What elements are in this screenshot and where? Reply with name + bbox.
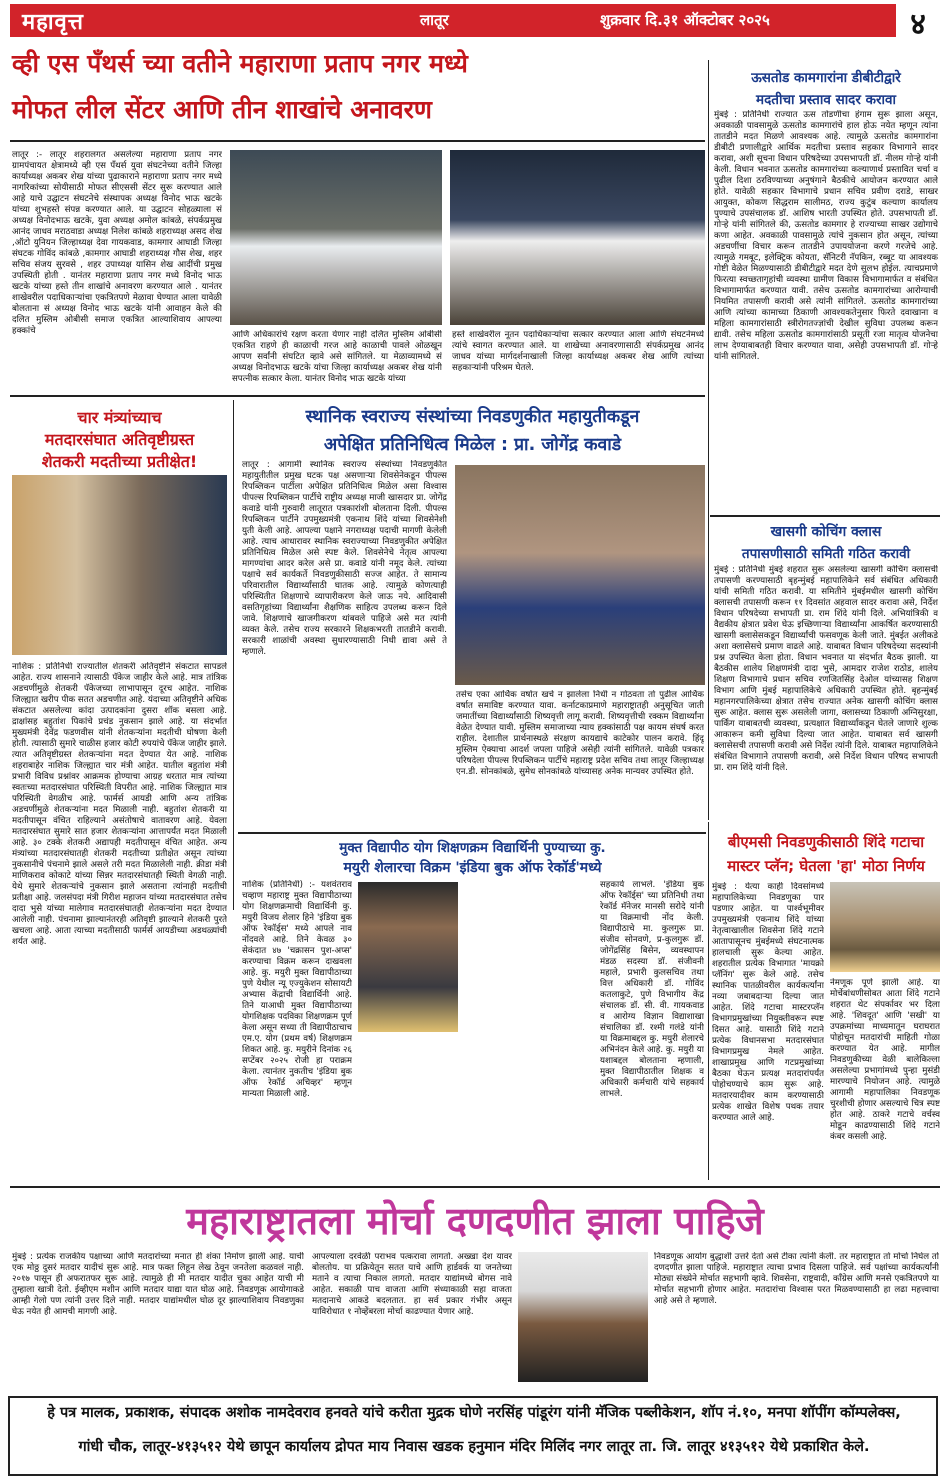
- sthanik-column-2: तसेच एका आर्थिक वर्षात खर्च न झालेला निधी न गोठवता तो पुढील आर्थिक वर्षात समाविष्ट करण्यात यावा. कर्नाटकाप्रमाणे महाराष्ट्रातही अनुसूचित जाती जमातींच्या विद्यार्थ्यांसाठी शिष्यवृत्ती लागू करावी. शिष्यवृत्तीची रक्कम विद्यार्थ्यांना वेळेत देण्यात यावी. मुस्लिम समाजाच्या न्याय हक्कांसाठी पक्ष कायम संघर्ष करत राहील. देशातील प्रार्थनास्थळे संरक्षण कायद्याचे काटेकोर पालन करावे. हिंदू मुस्लिम ऐक्याचा आदर्श जपला पाहिजे असेही त्यांनी सांगितले. यावेळी पत्रकार परिषदेला पीपल्स रिपब्लिकन पार्टीचे महाराष्ट्र प्रदेश सचिव तथा लातूर जिल्हाध्यक्ष एन.डी. सोनकांबळे, सुमेध सोनकांबळे यांच्यासह अनेक मान्यवर उपस्थित होते.: [456, 690, 704, 777]
- char-headline-2: मतदारसंघात अतिवृष्टीग्रस्त: [44, 430, 195, 449]
- divider-sthanik: [238, 832, 706, 834]
- mukta-photo: [358, 882, 458, 1032]
- page-number: ४: [910, 7, 926, 42]
- lead-column-1: लातूर :- लातूर शहरालगत असलेल्या महाराणा प्रताप नगर ग्रामपंचायत क्षेत्रामध्ये व्ही एस पँथर्स युवा संघटनेच्या वतीने जिल्हा कार्याध्यक्ष अकबर शेख यांच्या पुढाकाराने महाराणा प्रताप नगर मध्ये नागरिकांच्या सोयीसाठी मोफत सीएससी सेंटर सुरू करण्यात आले आहे याचे उद्घाटन संघटनेचे संस्थापक अध्यक्ष विनोद भाऊ खटके यांच्या शुभहस्ते संपन्न करण्यात आले. या उद्घाटन सोहळ्याला सं अध्यक्ष विनोदभाऊ खटके, युवा अध्यक्ष अमोल कांबळे, संपर्कप्रमुख आनंद जाधव मराठवाडा अध्यक्ष निलेश कांबळे शहराध्यक्ष असद शेख ,ऑटो युनियन जिल्हाध्यक्ष देवा गायकवाड, कामगार आघाडी जिल्हा संघटक गोविंद कांबळे ,कामगार आघाडी शहराध्यक्ष गौस शेख, शहर सचिव संजय सुरवसे , शहर उपाध्यक्ष यासिन शेख आदींची प्रमुख उपस्थिती होती . यानंतर महाराणा प्रताप नगर मध्ये विनोद भाऊ खटके यांच्या हस्ते तीन शाखांचे अनावरण करण्यात आले . यानंतर शाखेवरील पदाधिकाऱ्यांचा एकत्रितपणे मेळावा घेण्यात आला यावेळी बोलताना सं अध्यक्ष विनोद भाऊ खटके यांनी आवाहन केले की दलित मुस्लिम ओबीसी समाज एकत्रित आल्याशिवाय आपल्या हक्कांचे: [12, 150, 222, 335]
- bmc-column-2: नेमणूक पूर्ण झाली आहे. या मोर्चेबांधणीसोबत आता शिंदे गटाने शहरात थेट संपर्कावर भर दिला आहे. 'शिवदूत' आणि 'सखी' या उपक्रमांच्या माध्यमातून घराघरात पोहोचून मतदारांची माहिती गोळा करण्यात येत आहे. मागील निवडणुकीच्या वेळी बालेकिल्ला असलेल्या प्रभागांमध्ये पुन्हा मुसंडी मारण्याचे नियोजन आहे. त्यामुळे आगामी महापालिका निवडणूक चुरशीची होणार असल्याचे चित्र स्पष्ट होत आहे. ठाकरे गटाचे वर्चस्व मोडून काढण्यासाठी शिंदे गटाने कंबर कसली आहे.: [830, 978, 940, 1142]
- bmc-headline-1: बीएमसी निवडणुकीसाठी शिंदे गटाचा: [727, 833, 925, 851]
- khasgi-body: मुंबई : प्रतिनिधी मुंबई शहरात सुरू असलेल्या खासगी कोचिंग क्लासची तपासणी करण्यासाठी बृहन्मुंबई महापालिकेने सर्व संबंधित अधिकारी यांची समिती गठित करावी. या समितीने मुंबईमधील खासगी कोचिंग क्लासची तपासणी करून ११ दिवसांत अहवाल सादर करावा असे, निर्देश विधान परिषदेच्या सभापती प्रा. राम शिंदे यांनी दिले. अभियांत्रिकी व वैद्यकीय क्षेत्रात प्रवेश घेऊ इच्छिणाऱ्या विद्यार्थ्यांना आकर्षित करण्यासाठी खासगी क्लासेसकडून विद्यार्थ्यांची फसवणूक केली जाते. मुंबईत अलीकडे अशा क्लासेसचे प्रमाण वाढले आहे. याबाबत विधान परिषदेच्या सदस्यांनी प्रश्न उपस्थित केला होता. विधान भवनात या संदर्भात बैठक झाली. या बैठकीस शालेय शिक्षणमंत्री दादा भुसे, आमदार राजेश राठोड, शालेय शिक्षण विभागाचे प्रधान सचिव रणजितसिंह देओल यांच्यासह शिक्षण विभाग आणि मुंबई महापालिकेचे अधिकारी उपस्थित होते. बृहन्मुंबई महानगरपालिकेच्या क्षेत्रात तसेच राज्यात अनेक खासगी कोचिंग क्लास सुरू आहेत. क्लास सुरू असलेली जागा, क्लासच्या ठिकाणी अग्निसुरक्षा, पार्किंग याबाबतची व्यवस्था, प्रत्यक्षात विद्यार्थ्यांकडून घेतले जाणारे शुल्क आकारून कमी सुविधा दिल्या जात आहेत. याबाबत सर्व खासगी क्लासेसची तपासणी करावी असे निर्देश त्यांनी दिले. याबाबत महापालिकेने संबंधित विभागाने तपासणी करावी, असे निर्देश विधान परिषद सभापती प्रा. राम शिंदे यांनी दिले.: [714, 565, 938, 773]
- char-body: नाशिक : प्रतिनिधी राज्यातील शेतकरी अतिवृष्टीने संकटात सापडले आहेत. राज्य शासनाने त्यासाठी पॅकेज जाहीर केले आहे. मात्र तांत्रिक अडचणींमुळे शेतकरी पॅकेजच्या लाभापासून दूरच आहेत. नाशिक जिल्ह्यात खरीप पीक सतत अडचणीत आहे. यंदाच्या अतिवृष्टीने अधिक संकटात असलेल्या कांदा उत्पादकांना दुसरा शॉक बसला आहे. द्राक्षांसह बहुतांश पिकांचे प्रचंड नुकसान झाले आहे. या संदर्भात मुख्यमंत्री देवेंद्र फडणवीस यांनी शेतकऱ्यांना मदतीची घोषणा केली होती. त्यासाठी सुमारे चाळीस हजार कोटी रुपयांचे पॅकेज जाहीर झाले. त्यात अतिवृष्टीग्रस्त शेतकऱ्यांना मदत देण्यात येत आहे. नाशिक शहराबाहेर नाशिक जिल्ह्यात चार मंत्री आहेत. यातील बहुतांश मंत्री प्रभारी विविध प्रश्नांवर आक्रमक होण्याचा आग्रह धरतात मात्र त्यांच्या स्वतःच्या मतदारसंघात परिस्थिती विपरीत आहे. नाशिक जिल्ह्यात मात्र परिस्थिती वेगळीच आहे. फार्मर्स आयडी आणि अन्य तांत्रिक अडचणींमुळे शेतकऱ्यांना मदत मिळाली नाही. बहुतांश शेतकरी या मदतीपासून वंचित राहिल्याने असंतोषाचे वातावरण आहे. येवला मतदारसंघात सुमारे सात हजार शेतकऱ्यांना आत्तापर्यंत मदत मिळाली आहे. ३० टक्के शेतकरी अद्यापही मदतीपासून वंचित आहेत. अन्य मंत्र्यांच्या मतदारसंघातही शेतकरी मदतीच्या प्रतीक्षेत असून त्यांच्या नुकसानीचे पंचनामे झाले असले तरी मदत मिळालेली नाही. क्रीडा मंत्री माणिकराव कोकाटे यांच्या सिन्नर मतदारसंघातही स्थिती वेगळी नाही. येथे सुमारे शेतकऱ्यांचे नुकसान झाले असताना त्यांनाही मदतीची प्रतीक्षा आहे. जलसंपदा मंत्री गिरीश महाजन यांच्या मतदारसंघात तसेच दादा भुसे यांच्या मालेगाव मतदारसंघातही शेतकऱ्यांना मदत देण्यात आलेली नाही. पंचनामा झाल्यानंतरही अतिवृष्टी झाल्याने शेतकरी पुरते खचला आहे. आता त्याच्या मदतीसाठी फार्मर्स आयडीच्या अडथळ्यांची शर्यत आहे.: [12, 662, 227, 947]
- khasgi-headline-1: खासगी कोचिंग क्लास: [770, 524, 882, 540]
- mukta-headline-1: मुक्त विद्यापीठ योग शिक्षणक्रम विद्यार्थिनी पुण्याच्या कु.: [339, 840, 606, 856]
- ustod-body: मुंबई : प्रतिनिधी राज्यात ऊस तोडणीचा हंगाम सुरू झाला असून, अवकाळी पावसामुळे ऊसतोड कामगारांचे हाल होऊ नयेत म्हणून त्यांना तातडीने मदत मिळणे आवश्यक आहे. त्यामुळे ऊसतोड कामगारांना डीबीटी प्रणालीद्वारे आर्थिक मदतीचा प्रस्ताव सहकार विभागाने सादर करावा, अशी सूचना विधान परिषदेच्या उपसभापती डॉ. नीलम गोऱ्हे यांनी केली. विधान भवनात ऊसतोड कामगारांच्या कल्याणार्थ प्रस्तावित चर्चा व पुढील दिशा ठरविण्याच्या अनुषंगाने बैठकीचे आयोजन करण्यात आले होते. यावेळी सहकार विभागाचे प्रधान सचिव प्रवीण दराडे, साखर आयुक्त, कोकण सिद्धराम सालीमठ, राज्य कुटुंब कल्याण कार्यालय पुण्याचे उपसंचालक डॉ. आशिष भारती उपस्थित होते. उपसभापती डॉ. गोऱ्हे यांनी सांगितले की, ऊसतोड कामगार हे राज्याच्या साखर उद्योगाचे कणा आहेत. अवकाळी पावसामुळे त्यांचे नुकसान होत असून, त्यांच्या अडचणींचा विचार करून तातडीने उपाययोजना करणे गरजेचे आहे. त्यामुळे गमबूट, इलेक्ट्रिक कोयता, सॅनिटरी नॅपकिन, रब्बूट या आवश्यक गोष्टी वेळेत मिळण्यासाठी डीबीटीद्वारे मदत देणे सुलभ होईल. त्याचप्रमाणे फिरत्या स्वच्छतागृहांची व्यवस्था ग्रामीण विकास विभागामार्फत व संबंधित विभागामार्फत करण्यात यावी. तसेच ऊसतोड कामगारांच्या आरोग्याची नियमित तपासणी करावी असे त्यांनी सांगितले. ऊसतोड कामगारांच्या आणि त्यांच्या कामाच्या ठिकाणी आवश्यकतेनुसार फिरते दवाखाना व महिला कामगारांसाठी स्त्रीरोगतज्ज्ञांची देखील सुविधा उपलब्ध करून द्यावी. तसेच महिला ऊसतोड कामगारांसाठी प्रसूती रजा मातृत्व योजनेचा लाभ देण्याबाबतही विचार करण्यात यावा, असेही उपसभापती डॉ. गोऱ्हे यांनी सांगितले.: [714, 110, 938, 362]
- mukta-column-1: नाशिक (प्रतिनिधी) :- यशवंतराव चव्हाण महाराष्ट्र मुक्त विद्यापीठाच्या योग शिक्षणक्रमाची विद्यार्थिनी कु. मयुरी विजय शेलार हिने 'इंडिया बुक ऑफ रेकॉर्ड्स' मध्ये आपले नाव नोंदवले आहे. तिने केवळ ३० सेकंदात ४७ 'चक्रासन पुश-अप्स' करण्याचा विक्रम करून दाखवला आहे. कु. मयुरी मुक्त विद्यापीठाच्या पुणे येथील न्यू एज्युकेशन सोसायटी अभ्यास केंद्राची विद्यार्थिनी आहे. तिने याआधी मुक्त विद्यापीठाच्या योगशिक्षक पदविका शिक्षणक्रम पूर्ण केला असून सध्या ती विद्यापीठाचाच एम.ए. योग (प्रथम वर्ष) शिक्षणक्रम शिकत आहे. कु. मयुरीने दिनांक २६ सप्टेंबर २०२५ रोजी हा पराक्रम केला. त्यानंतर नुकतीच 'इंडिया बुक ऑफ रेकॉर्ड अचिव्हर' म्हणून मान्यता मिळाली आहे.: [242, 880, 352, 1099]
- mukta-headline-2: मयुरी शेलारचा विक्रम 'इंडिया बुक ऑफ रेकॉर्ड'मध्ये: [343, 860, 602, 876]
- lead-rule: [10, 140, 705, 142]
- divider-char: [233, 400, 234, 910]
- divider-khasgi: [710, 515, 940, 517]
- char-headline-1: चार मंत्र्यांच्याच: [77, 408, 162, 427]
- char-headline-3: शेतकरी मदतीच्या प्रतीक्षेत!: [41, 452, 198, 471]
- imprint-line-1: हे पत्र मालक, प्रकाशक, संपादक अशोक नामदेवराव हनवते यांचे करीता मुद्रक घोणे नरसिंह पांडूरंग यांनी मॅजिक पब्लीकेशन, शॉप नं.१०, मनपा शॉपींग कॉम्पलेक्स,: [47, 1405, 901, 1421]
- ustod-headline-2: मदतीचा प्रस्ताव सादर करावा: [756, 92, 896, 108]
- imprint-line-2: गांधी चौक, लातूर-४१३५१२ येथे छापून कार्यालय द्रोपत माय निवास खडक हनुमान मंदिर मिलिंद नगर लातूर ता. जि. लातूर ४१३५१२ येथे प्रकाशित केले.: [78, 1439, 870, 1455]
- morcha-photo: [518, 1252, 648, 1382]
- bmc-photo: [830, 882, 940, 972]
- morcha-column-2: आपल्याला दरवेळी पराभव पत्करावा लागतो. अख्खा देश यावर बोलतोय. या प्रक्रियेतून सतत याचे आणि हार्डवर्क या जनतेच्या मताने व त्याचा निकाल लागतो. मतदार याद्यांमध्ये बोगस नावे आहेत. सकाळी पाच वाजता आणि संध्याकाळी सहा वाजता मतदानाचे आकडे बदलतात. हा सर्व प्रकार गंभीर असून याविरोधात १ नोव्हेंबरला मोर्चा काढण्यात येणार आहे.: [312, 1252, 512, 1317]
- divider-mukta: [708, 822, 709, 1180]
- masthead-date: शुक्रवार दि.३१ ऑक्टोबर २०२५: [600, 11, 770, 29]
- morcha-headline: महाराष्ट्रातला मोर्चा दणदणीत झाला पाहिजे: [186, 1199, 764, 1243]
- sthanik-headline-2: अपेक्षित प्रतिनिधित्व मिळेल : प्रा. जोगेंद्र कवाडे: [323, 435, 622, 455]
- khasgi-headline-2: तपासणीसाठी समिती गठित करावी: [741, 546, 911, 562]
- lead-column-3: हस्ते शाखेवरील नूतन पदाधिकाऱ्यांचा सत्कार करण्यात आला आणि संघटनेमध्ये त्यांचे स्वागत करण्यात आले. या शाखेच्या अनावरणासाठी संपर्कप्रमुख आनंद जाधव यांच्या मार्गदर्शनाखाली जिल्हा कार्याध्यक्ष अकबर शेख आणि त्यांच्या सहकाऱ्यांनी परिश्रम घेतले.: [452, 330, 704, 373]
- lead-column-2: आणि अधिकारांचे रक्षण करता येणार नाही दलित मुस्लिम ओबीसी एकत्रित राहणे ही काळाची गरज आहे काळाची पावले ओळखून आपण सर्वांनी संघटित व्हावे असे सांगितले. या मेळाव्यामध्ये सं अध्यक्ष विनोदभाऊ खटके यांचा जिल्हा कार्याध्यक्ष अकबर शेख यांनी सपत्नीक सत्कार केला. यानंतर विनोद भाऊ खटके यांच्या: [232, 330, 442, 384]
- divider-left-lead: [10, 395, 705, 397]
- morcha-column-3: निवडणूक आयोग बुद्धाशी उत्तरे देतो असे टीका त्यांनी केली. तर महाराष्ट्रात तो मोर्चा निघेल तो दणदणीत झाला पाहिजे. महाराष्ट्रात त्याचा प्रभाव दिसला पाहिजे. सर्व पक्षांच्या कार्यकर्त्यांनी मोठ्या संख्येने मोर्चात सहभागी व्हावे. शिवसेना, राष्ट्रवादी, काँग्रेस आणि मनसे एकत्रितपणे या मोर्चात सहभागी होणार आहेत. मतदारांचा विश्वास परत मिळवण्यासाठी हा लढा महत्त्वाचा आहे असे ते म्हणाले.: [654, 1252, 939, 1306]
- bmc-headline-2: मास्टर प्लॅन; घेतला 'हा' मोठा निर्णय: [727, 857, 925, 875]
- morcha-column-1: मुंबई : प्रत्येक राजकीय पक्षाच्या आणि मतदारांच्या मनात ही शंका निर्माण झाली आहे. याची एक मोठ्ठ दुसरं मतदार यादीचं सुरू आहे. मात्र फक्त लिहून लेख ठेवून जनतेला कळवलं नाही. २०१७ पासून ही अफरातफर सुरू आहे. त्यामुळे ही मी मतदार यादीत चुका आहेत याची मी तुम्हाला खात्री देतो. ईव्हीएम मशीन आणि मतदार याद्या यात घोळ आहे. निवडणूक आयोगाकडे आम्ही गेलो पण त्यांनी उत्तर दिले नाही. मतदार याद्यांमधील घोळ दूर झाल्याशिवाय निवडणुका घेऊ नयेत ही आमची मागणी आहे.: [12, 1252, 304, 1317]
- masthead-city: लातूर: [420, 11, 449, 29]
- sthanik-headline-1: स्थानिक स्वराज्य संस्थांच्या निवडणुकीत महायुतीकडून: [305, 407, 640, 427]
- lead-photo-1: [230, 150, 442, 325]
- divider-vertical-right: [708, 60, 709, 820]
- sthanik-column-1: लातूर : आगामी स्थानिक स्वराज्य संस्थांच्या निवडणुकीत महायुतीतील प्रमुख घटक पक्ष असणाऱ्या शिवसेनेकडून पीपल्स रिपब्लिकन पार्टीला अपेक्षित प्रतिनिधित्व मिळेल असा विश्वास पीपल्स रिपब्लिकन पार्टीचे राष्ट्रीय अध्यक्ष माजी खासदार प्रा. जोगेंद्र कवाडे यांनी गुरुवारी लातूरात पत्रकारांशी बोलताना दिली. पीपल्स रिपब्लिकन पार्टीने उपमुख्यमंत्री एकनाथ शिंदे यांच्या शिवसेनेशी युती केली आहे. आपल्या पक्षाने नगराध्यक्ष पदाची मागणी केलेली आहे. त्याच आधारावर स्थानिक स्वराज्याच्या निवडणुकीत अपेक्षित प्रतिनिधित्व मिळेल असे स्पष्ट केले. शिवसेनेचे नेतृत्व आपल्या मागण्यांचा आदर करेल असे प्रा. कवाडे यांनी नमूद केले. त्यांच्या पक्षाचे सर्व कार्यकर्ते निवडणुकीसाठी सज्ज आहेत. ते सामान्य परिवारातील विद्यार्थ्यांसाठी घातक आहे. त्यामुळे कोणत्याही परिस्थितीत शिक्षणाचे व्यापारीकरण केले जाऊ नये. आदिवासी वसतिगृहांच्या विद्यार्थ्यांना शैक्षणिक साहित्य उपलब्ध करून दिले जावे. शिक्षणाचे खाजगीकरण थांबवले पाहिजे असे मत त्यांनी व्यक्त केले. तसेच राज्य सरकारने शिक्षकभरती तातडीने करावी. सरकारी शाळांची अवस्था सुधारण्यासाठी निधी द्यावा असे ते म्हणाले.: [242, 460, 447, 657]
- divider-morcha-top: [10, 1186, 940, 1188]
- lead-photo-2: [450, 150, 705, 325]
- lead-headline-1: व्ही एस पँथर्स च्या वतीने महाराणा प्रताप नगर मध्ये: [12, 49, 468, 78]
- char-photo: [12, 475, 227, 655]
- lead-headline-2: मोफत लील सेंटर आणि तीन शाखांचे अनावरण: [12, 95, 432, 124]
- mukta-column-3: सहकार्य लाभले. 'इंडिया बुक ऑफ रेकॉर्ड्स' च्या प्रतिनिधी तथा रेकॉर्ड मॅनेजर मानसी सरोदे यांनी या विक्रमाची नोंद केली. विद्यापीठाचे मा. कुलगुरू प्रा. संजीव सोनवणे, प्र-कुलगुरू डॉ. जोगेंद्रसिंह बिसेन, व्यवस्थापन मंडळ सदस्या डॉ. संजीवनी महाले, प्रभारी कुलसचिव तथा वित्त अधिकारी डॉ. गोविंद कतलाकुटे, पुणे विभागीय केंद्र संचालक डॉ. सी. वी. गायकवाड व आरोग्य विज्ञान विद्याशाखा संचालिका डॉ. रश्मी गलंडे यांनी या विक्रमाबद्दल कु. मयुरी शेलारचे अभिनंदन केले आहे. कु. मयुरी या यशाबद्दल बोलताना म्हणाली, मुक्त विद्यापीठातील शिक्षक व अधिकारी कर्मचारी यांचे सहकार्य लाभले.: [600, 880, 704, 1099]
- sthanik-photo: [455, 465, 705, 685]
- masthead-brand: महावृत्त: [22, 10, 84, 35]
- ustod-headline-1: ऊसतोड कामगारांना डीबीटीद्वारे: [751, 70, 901, 86]
- bmc-column-1: मुंबई : येत्या काही दिवसांमध्ये महापालिकेच्या निवडणुका पार पडणार आहेत. या पार्श्वभूमीवर उपमुख्यमंत्री एकनाथ शिंदे यांच्या नेतृत्वाखालील शिवसेना शिंदे गटाने आतापासूनच मुंबईमध्ये संघटनात्मक हालचाली सुरू केल्या आहेत. शहरातील प्रत्येक विभागात 'मायक्रो प्लॅनिंग' सुरू केले आहे. तसेच स्थानिक पातळीवरील कार्यकर्त्यांना नव्या जबाबदाऱ्या दिल्या जात आहेत. शिंदे गटाचा मास्टरप्लॅन विभागप्रमुखांच्या नियुक्तीवरून स्पष्ट दिसत आहे. यासाठी शिंदे गटाने प्रत्येक विधानसभा मतदारसंघात विभागप्रमुख नेमले आहेत. शाखाप्रमुख आणि गटप्रमुखांच्या बैठका घेऊन प्रत्यक्ष मतदारांपर्यंत पोहोचण्याचे काम सुरू आहे. मतदारयादीवर काम करण्यासाठी प्रत्येक शाखेत विशेष पथक तयार करण्यात आले आहे.: [712, 882, 824, 1123]
